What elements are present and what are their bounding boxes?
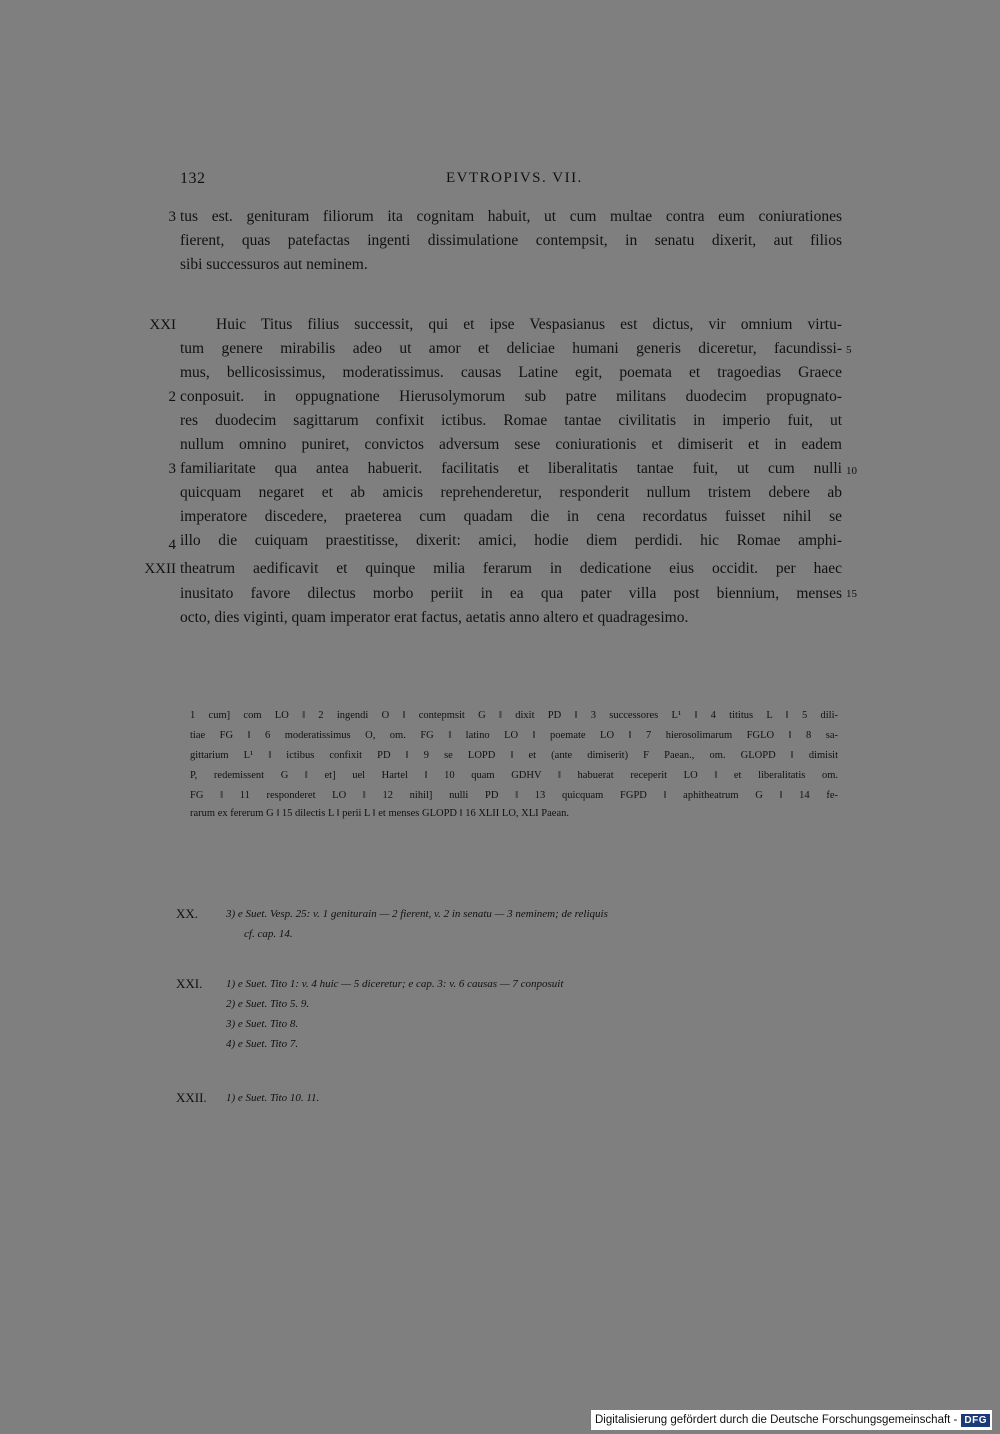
text-line: quicquam negaret et ab amicis reprehenderetur, responderit nullum tristem debere ab (180, 484, 842, 501)
dfg-logo: DFG (961, 1414, 990, 1427)
source-note-key: XXI. (176, 976, 203, 991)
text-line: Huic Titus filius successit, qui et ipse Vespasianus est dictus, vir omnium virtu- (216, 316, 842, 333)
text-line: mus, bellicosissimus, moderatissimus. causas Latine egit, poemata et tragoedias Graece (180, 364, 842, 381)
apparatus-line: gittarium L¹ ‖ ictibus confixit PD ‖ 9 se LOPD ‖ et (ante dimiserit) F Paean., om. GLOPD ‖ dimisit (190, 750, 838, 761)
source-note-line: 1) e Suet. Tito 10. 11. (226, 1092, 320, 1104)
source-note-line: 2) e Suet. Tito 5. 9. (226, 998, 310, 1010)
text-line: conposuit. in oppugnatione Hierusolymorum sub patre militans duodecim propugnato- (180, 388, 842, 405)
funding-notice-text: Digitalisierung gefördert durch die Deutsche Forschungsgemeinschaft - (594, 1414, 958, 1426)
margin-section-number: 3 (168, 461, 176, 477)
source-note-line: cf. cap. 14. (244, 928, 293, 940)
source-note-line: 1) e Suet. Tito 1: v. 4 huic — 5 diceretur; e cap. 3: v. 6 causas — 7 conposuit (226, 978, 564, 990)
apparatus-line: P, redemissent G ‖ et] uel Hartel ‖ 10 quam GDHV ‖ habuerat receperit LO ‖ et liberalitatis om. (190, 770, 838, 781)
text-line: familiaritate qua antea habuerit. facilitatis et liberalitatis tantae fuit, ut cum nulli (180, 460, 842, 477)
margin-line-number: 10 (846, 465, 857, 477)
text-line: illo die cuiquam praestitisse, dixerit: amici, hodie diem perdidi. hic Romae amphi- (180, 532, 842, 549)
margin-chapter-number: XXII (144, 561, 176, 577)
text-line: octo, dies viginti, quam imperator erat factus, aetatis anno altero et quadragesimo. (180, 609, 689, 626)
page-number: 132 (180, 170, 206, 187)
apparatus-line: 1 cum] com LO ‖ 2 ingendi O ‖ contepmsit G ‖ dixit PD ‖ 3 successores L¹ ‖ 4 tititus L ‖ 5 dili- (190, 710, 838, 721)
margin-line-number: 5 (846, 344, 852, 356)
text-line: sibi successuros aut neminem. (180, 256, 368, 273)
text-line: fierent, quas patefactas ingenti dissimulatione contempsit, in senatu dixerit, aut filios (180, 232, 842, 249)
text-line: nullum omnino puniret, convictos adversum sese coniurationis et dimiserit et in eadem (180, 436, 842, 453)
apparatus-line: FG ‖ 11 responderet LO ‖ 12 nihil] nulli PD ‖ 13 quicquam FGPD ‖ aphitheatrum G ‖ 14 fe- (190, 790, 838, 801)
text-line: inusitato favore dilectus morbo periit in ea qua pater villa post biennium, menses (180, 585, 842, 602)
text-line: tus est. genituram filiorum ita cognitam habuit, ut cum multae contra eum coniurationes (180, 208, 842, 225)
margin-section-number: 3 (168, 209, 176, 225)
source-note-line: 4) e Suet. Tito 7. (226, 1038, 299, 1050)
margin-chapter-number: XXI (149, 317, 176, 333)
running-title: EVTROPIVS. VII. (446, 170, 583, 186)
text-line: res duodecim sagittarum confixit ictibus. Romae tantae civilitatis in imperio fuit, ut (180, 412, 842, 429)
apparatus-line: tiae FG ‖ 6 moderatissimus O, om. FG ‖ latino LO ‖ poemate LO ‖ 7 hierosolimarum FGLO ‖ 8 sa- (190, 730, 838, 741)
funding-notice (591, 1410, 992, 1430)
margin-section-number: 4 (168, 537, 176, 553)
apparatus-line: rarum ex fererum G ‖ 15 dilectis L ‖ perii L ‖ et menses GLOPD ‖ 16 XLII LO, XLI Paean. (190, 808, 569, 819)
running-head (178, 170, 842, 192)
source-note-key: XXII. (176, 1090, 207, 1105)
text-line: tum genere mirabilis adeo ut amor et deliciae humani generis diceretur, facundissi- (180, 340, 842, 357)
margin-line-number: 15 (846, 588, 857, 600)
text-line: imperatore discedere, praeterea cum quadam die in cena recordatus fuisset nihil se (180, 508, 842, 525)
text-line: theatrum aedificavit et quinque milia ferarum in dedicatione eius occidit. per haec (180, 560, 842, 577)
margin-section-number: 2 (168, 389, 176, 405)
source-note-key: XX. (176, 906, 199, 921)
source-note-line: 3) e Suet. Vesp. 25: v. 1 geniturain — 2 fierent, v. 2 in senatu — 3 neminem; de reliquis (226, 908, 608, 920)
source-note-line: 3) e Suet. Tito 8. (226, 1018, 299, 1030)
